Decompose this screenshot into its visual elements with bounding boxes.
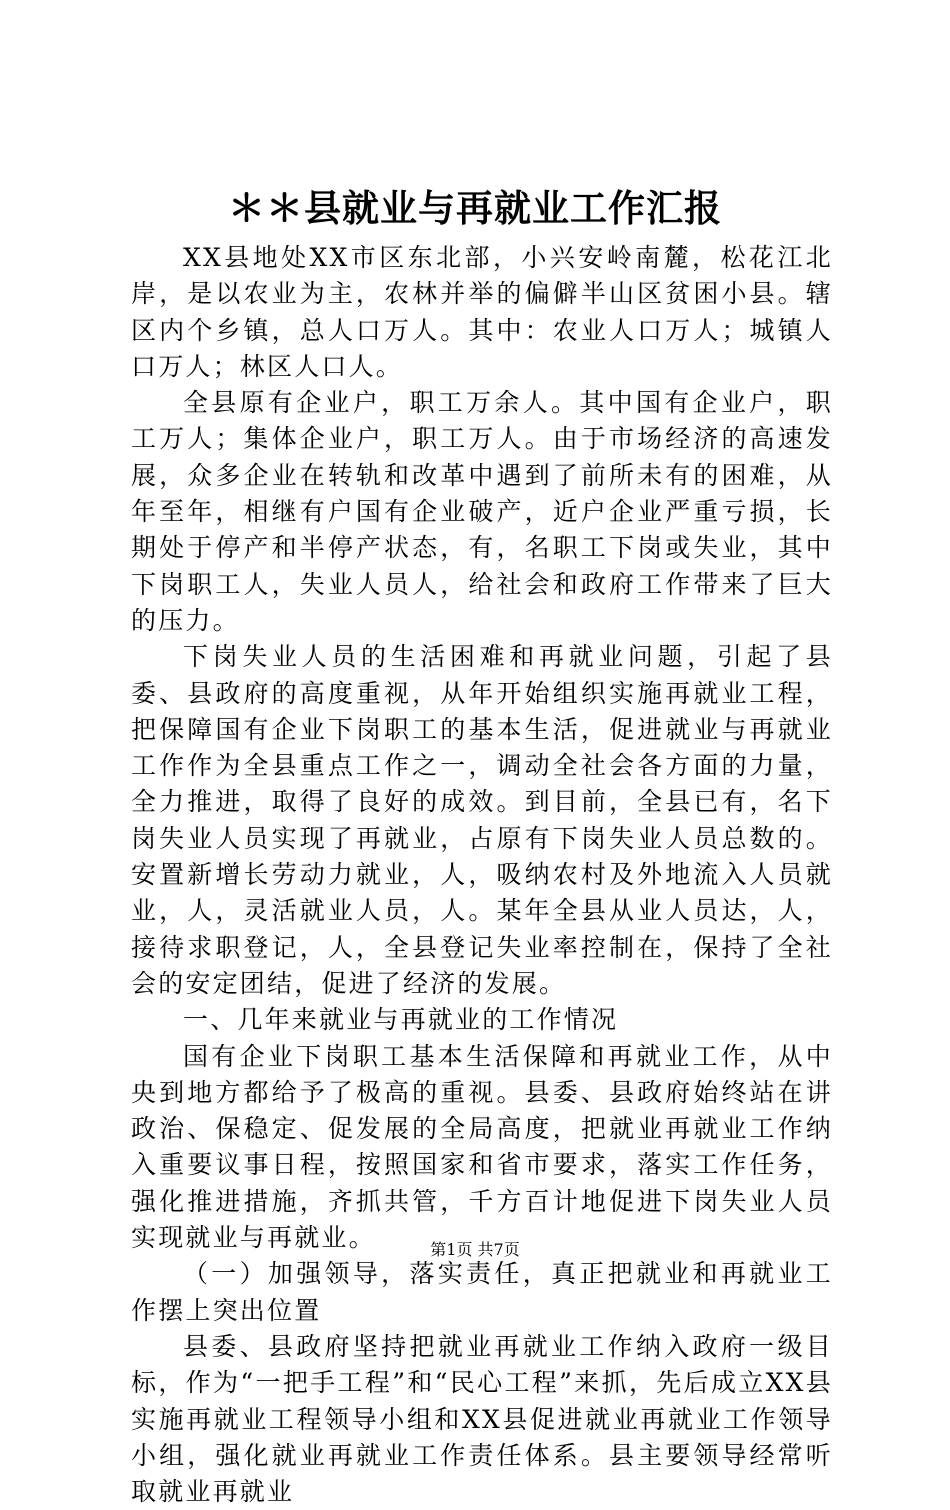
- document-title: ＊＊县就业与再就业工作汇报: [228, 186, 722, 230]
- page-footer: 第1页 共7页: [430, 1240, 520, 1259]
- paragraph-intro: XX县地处XX市区东北部，小兴安岭南麓，松花江北岸，是以农业为主，农林并举的偏僻半山区贫困小县。辖区内个乡镇，总人口万人。其中：农业人口万人；城镇人口万人；林区人口人。: [131, 243, 833, 381]
- paragraph-work-overview: 国有企业下岗职工基本生活保障和再就业工作，从中央到地方都给予了极高的重视。县委、县政府始终站在讲政治、保稳定、促发展的全局高度，把就业再就业工作纳入重要议事日程，按照国家和省市要求，落实工作任务，强化推进措施，齐抓共管，千方百计地促进下岗失业人员实现就业与再就业。: [131, 1041, 833, 1253]
- document-body: [131, 240, 833, 1510]
- paragraph-enterprises: 全县原有企业户，职工万余人。其中国有企业户，职工万人；集体企业户，职工万人。由于市场经济的高速发展，众多企业在转轨和改革中遇到了前所未有的困难，从年至年，相继有户国有企业破产，近户企业严重亏损，长期处于停产和半停产状态，有，名职工下岗或失业，其中下岗职工人，失业人员人，给社会和政府工作带来了巨大的压力。: [131, 388, 833, 635]
- paragraph-reemployment: 下岗失业人员的生活困难和再就业问题，引起了县委、县政府的高度重视，从年开始组织实施再就业工程，把保障国有企业下岗职工的基本生活，促进就业与再就业工作作为全县重点工作之一，调动全社会各方面的力量，全力推进，取得了良好的成效。到目前，全县已有，名下岗失业人员实现了再就业，占原有下岗失业人员总数的。安置新增长劳动力就业，人，吸纳农村及外地流入人员就业，人，灵活就业人员，人。某年全县从业人员达，人，接待求职登记，人，全县登记失业率控制在，保持了全社会的安定团结，促进了经济的发展。: [131, 642, 833, 998]
- section-heading-1: 一、几年来就业与再就业的工作情况: [183, 1005, 619, 1035]
- paragraph-leadership: 县委、县政府坚持把就业再就业工作纳入政府一级目标，作为“一把手工程”和“民心工程”来抓，先后成立XX县实施再就业工程领导小组和XX县促进就业再就业工作领导小组，强化就业再就业工作责任体系。县主要领导经常听取就业再就业: [131, 1331, 833, 1507]
- subsection-heading-1: （一）加强领导，落实责任，真正把就业和再就业工作摆上突出位置: [131, 1259, 833, 1325]
